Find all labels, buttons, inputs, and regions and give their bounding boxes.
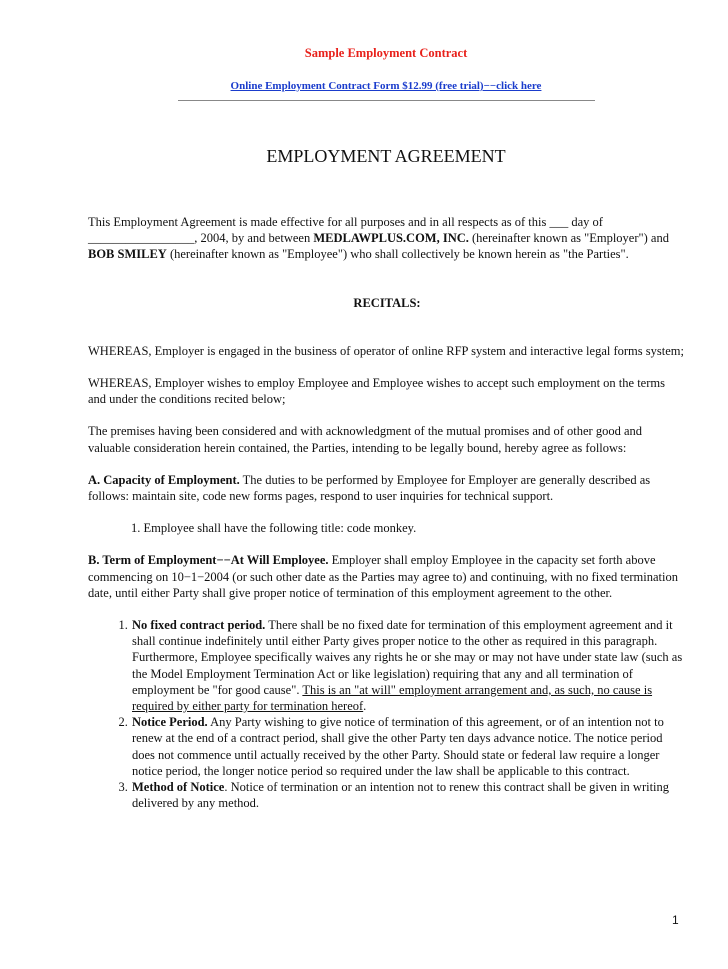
online-contract-form-link[interactable]: Online Employment Contract Form $12.99 (free trial)−−click here [230, 80, 542, 92]
section-a-title: A. Capacity of Employment. [88, 472, 240, 487]
agreement-body [88, 214, 686, 811]
intro-paragraph: This Employment Agreement is made effective for all purposes and in all respects as of this ___ day of _________________, 2004, by and between MEDLAWPLUS.COM, INC. (hereinafter known as "Employer") and BOB SMILEY (hereinafter known as "Employee") who shall collectively be known herein as "the Parties". [88, 215, 669, 262]
recitals-heading: RECITALS: [353, 295, 421, 310]
section-a-paragraph: A. Capacity of Employment. The duties to be performed by Employee for Employer are generally described as follows: maintain site, code new forms pages, respond to user inquiries for technical support. [88, 472, 651, 504]
section-b-title: B. Term of Employment−−At Will Employee. [88, 553, 329, 568]
agreement-heading: EMPLOYMENT AGREEMENT [266, 146, 506, 166]
employee-name: BOB SMILEY [88, 247, 167, 262]
section-b-paragraph: B. Term of Employment−−At Will Employee. Employer shall employ Employee in the capacity set forth above commencing on 10−1−2004 (or such other date as the Parties may agree to) and continuing, with no fixed termination date, until either Party shall give proper notice of termination of this employment agreement to the other. [88, 553, 678, 600]
section-a-item-1: 1. Employee shall have the following title: code monkey. [131, 521, 417, 536]
header-divider [178, 100, 595, 101]
termination-terms-list [88, 617, 686, 811]
promo-line [0, 78, 728, 94]
list-item: 2. Notice Period. Any Party wishing to give notice of termination of this agreement, or of an intention not to renew at the end of a contract period, shall give the other Party ten days advance notice. The notice period does not commence until actually received by the other Party. Should state or federal law require a longer notice period, the longer notice period so required under the law shall be applicable to this contract. [131, 714, 686, 779]
premises-paragraph: The premises having been considered and with acknowledgment of the mutual promises and of other good and valuable consideration herein contained, the Parties, intending to be legally bound, hereby agree as follows: [88, 424, 643, 455]
at-will-clause: This is an "at will" employment arrangement and, as such, no cause is required by either party for termination hereof [132, 682, 653, 714]
whereas-paragraph-1: WHEREAS, Employer is engaged in the business of operator of online RFP system and interactive legal forms system; [88, 343, 684, 358]
document-title: Sample Employment Contract [304, 46, 468, 60]
list-item: 3. Method of Notice. Notice of termination or an intention not to renew this contract shall be given in writing delivered by any method. [131, 779, 686, 811]
list-item: 1. No fixed contract period. There shall be no fixed date for termination of this employment agreement and it shall continue indefinitely until either Party gives proper notice to the other as required in this paragraph. Furthermore, Employee specifically waives any rights he or she may or may not have under state law (such as the Model Employment Termination Act or like legislation) requiring that any and all termination of employment be "for good cause". This is an "at will" employment arrangement and, as such, no cause is required by either party for termination hereof. [131, 617, 686, 714]
page-number: 1 [672, 913, 679, 927]
employer-name: MEDLAWPLUS.COM, INC. [313, 231, 469, 246]
whereas-paragraph-2: WHEREAS, Employer wishes to employ Employee and Employee wishes to accept such employment on the terms and under the conditions recited below; [88, 376, 665, 407]
